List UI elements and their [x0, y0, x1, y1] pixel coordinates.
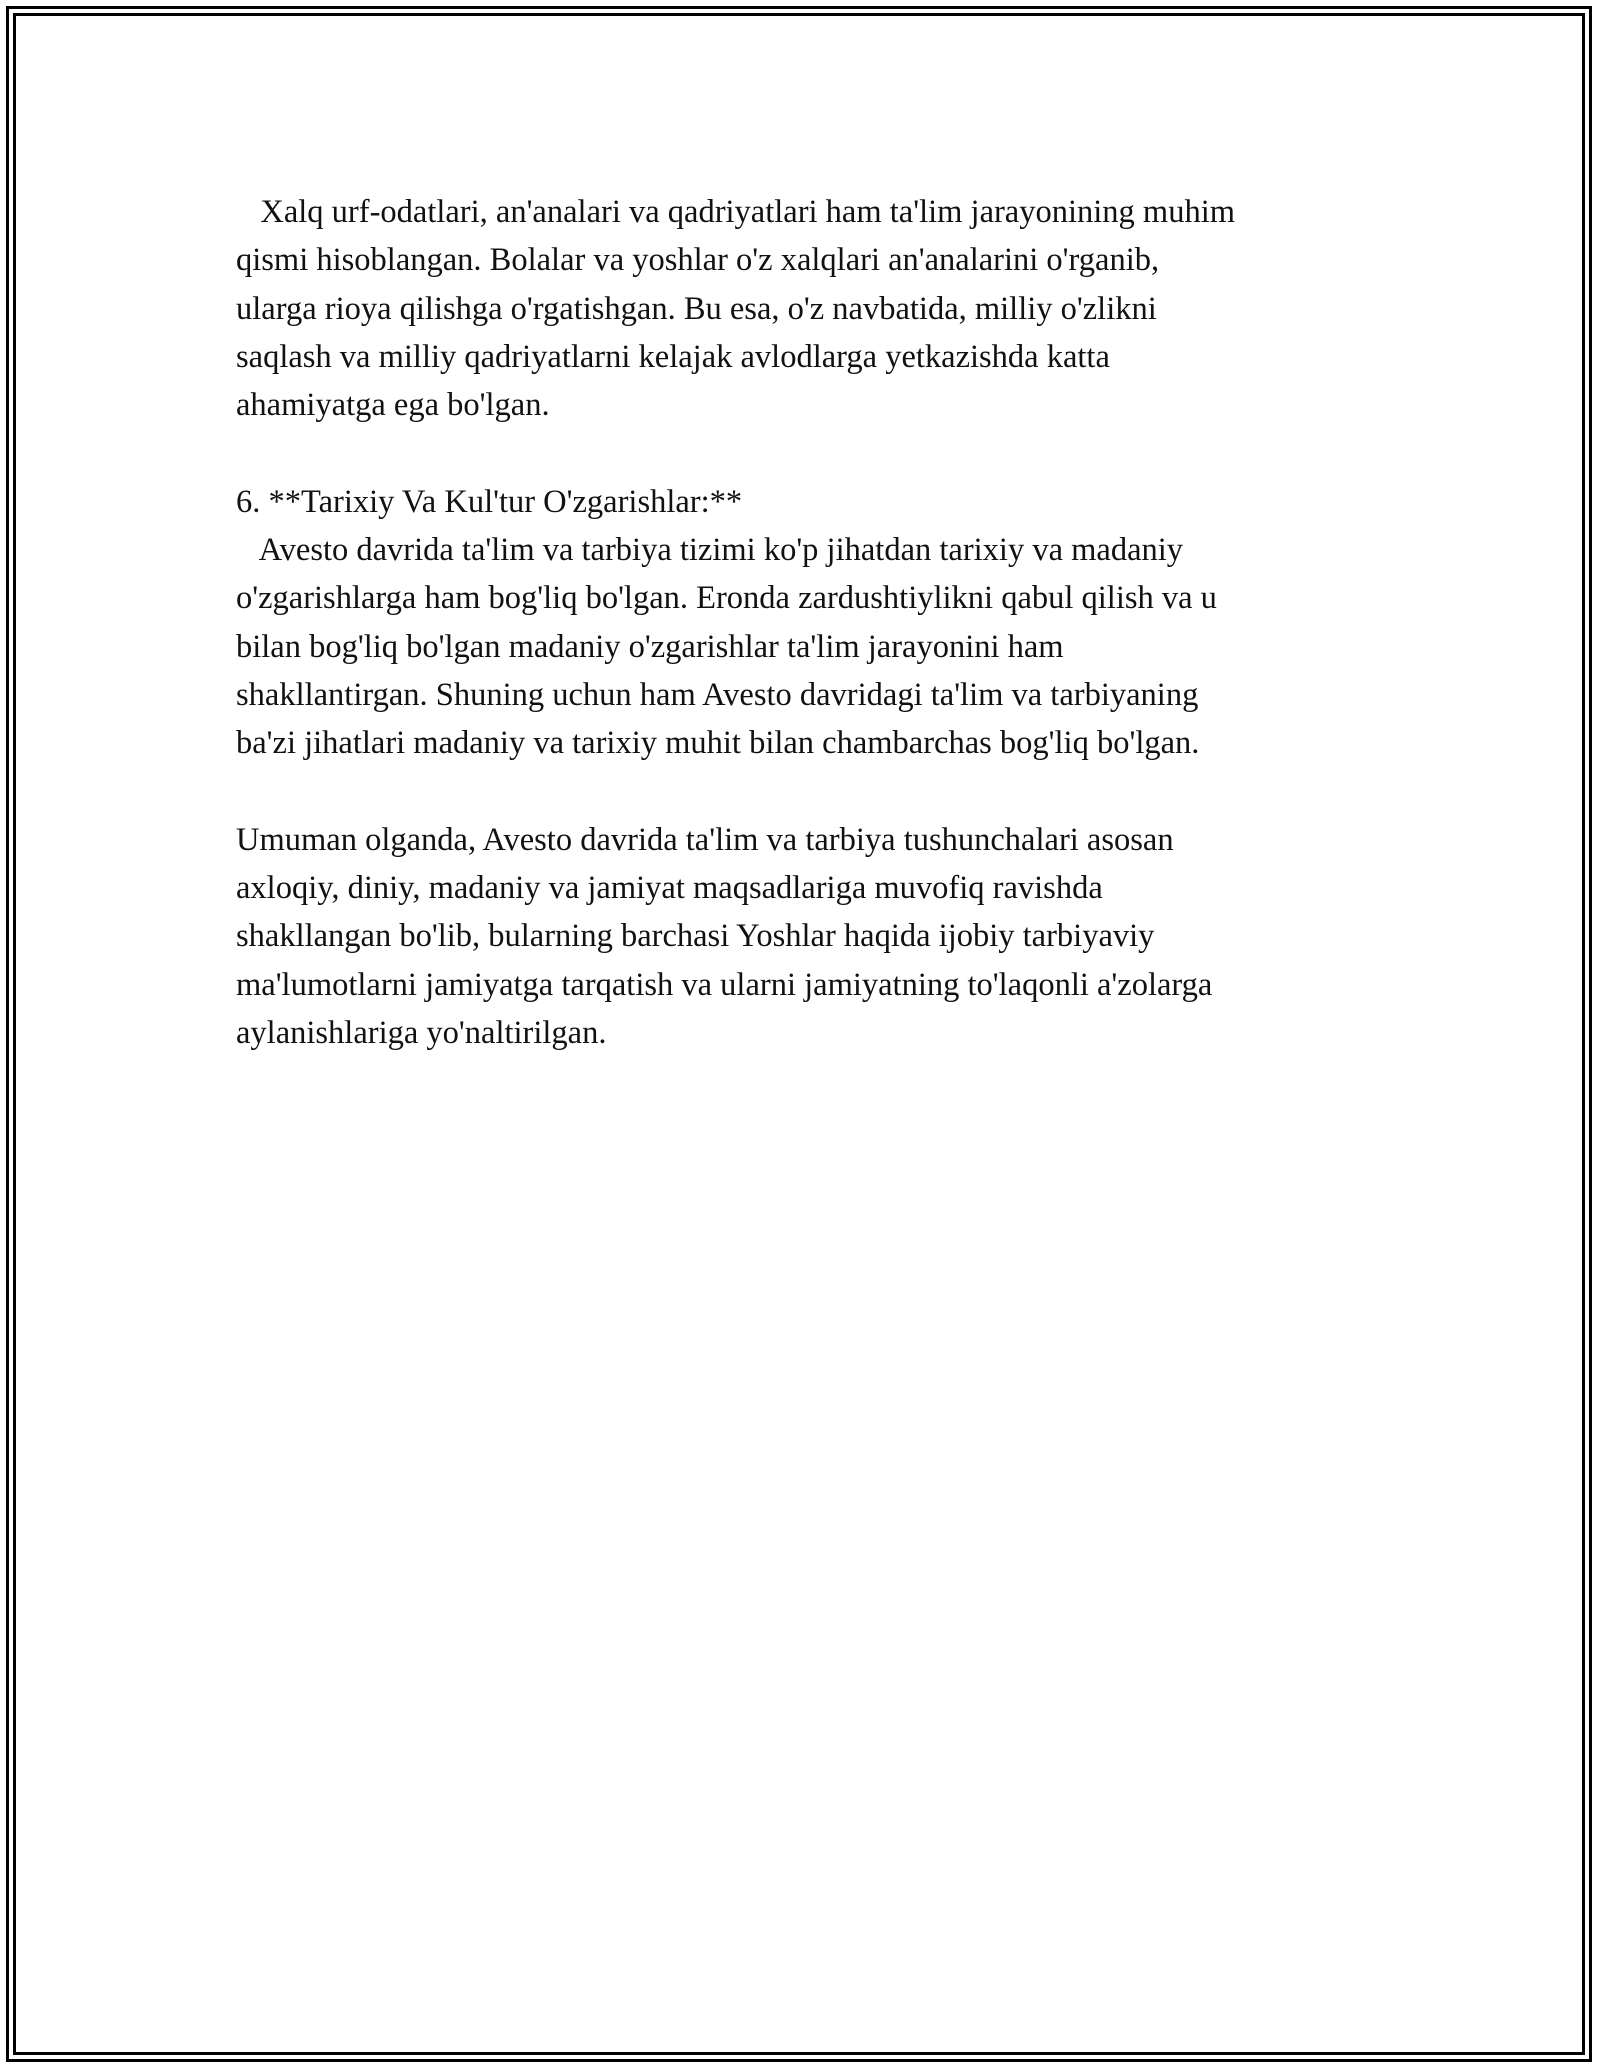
text-line: qismi hisoblangan. Bolalar va yoshlar o'z xalqlari an'analarini o'rganib,	[236, 242, 1160, 279]
text-line: ahamiyatga ega bo'lgan.	[236, 387, 550, 424]
text-line: ularga rioya qilishga o'rgatishgan. Bu esa, o'z navbatida, milliy o'zlikni	[236, 290, 1157, 327]
text-line: saqlash va milliy qadriyatlarni kelajak avlodlarga yetkazishda katta	[236, 338, 1110, 375]
text-line: shakllantirgan. Shuning uchun ham Avesto davridagi ta'lim va tarbiyaning	[236, 676, 1199, 713]
text-line: aylanishlariga yo'naltirilgan.	[236, 1015, 607, 1052]
text-line: axloqiy, diniy, madaniy va jamiyat maqsadlariga muvofiq ravishda	[236, 870, 1103, 907]
text-line: shakllangan bo'lib, bularning barchasi Yoshlar haqida ijobiy tarbiyaviy	[236, 918, 1155, 955]
paragraph-spacer	[236, 429, 1376, 477]
document-body	[236, 188, 1376, 1057]
text-line: ma'lumotlarni jamiyatga tarqatish va ularni jamiyatning to'laqonli a'zolarga	[236, 966, 1213, 1003]
text-line: bilan bog'liq bo'lgan madaniy o'zgarishlar ta'lim jarayonini ham	[236, 628, 1064, 665]
paragraph-traditions	[236, 188, 1376, 429]
section-heading: 6. **Tarixiy Va Kul'tur O'zgarishlar:**	[236, 483, 743, 520]
paragraph-conclusion	[236, 816, 1376, 1057]
text-line: ba'zi jihatlari madaniy va tarixiy muhit bilan chambarchas bog'liq bo'lgan.	[236, 725, 1200, 762]
text-line: Umuman olganda, Avesto davrida ta'lim va tarbiya tushunchalari asosan	[236, 821, 1174, 858]
text-line: Avesto davrida ta'lim va tarbiya tizimi ko'p jihatdan tarixiy va madaniy	[236, 532, 1184, 569]
text-line: o'zgarishlarga ham bog'liq bo'lgan. Eronda zardushtiylikni qabul qilish va u	[236, 580, 1217, 617]
paragraph-spacer	[236, 768, 1376, 816]
text-line: Xalq urf-odatlari, an'analari va qadriyatlari ham ta'lim jarayonining muhim	[236, 194, 1236, 230]
paragraph-historical-changes	[236, 526, 1376, 767]
